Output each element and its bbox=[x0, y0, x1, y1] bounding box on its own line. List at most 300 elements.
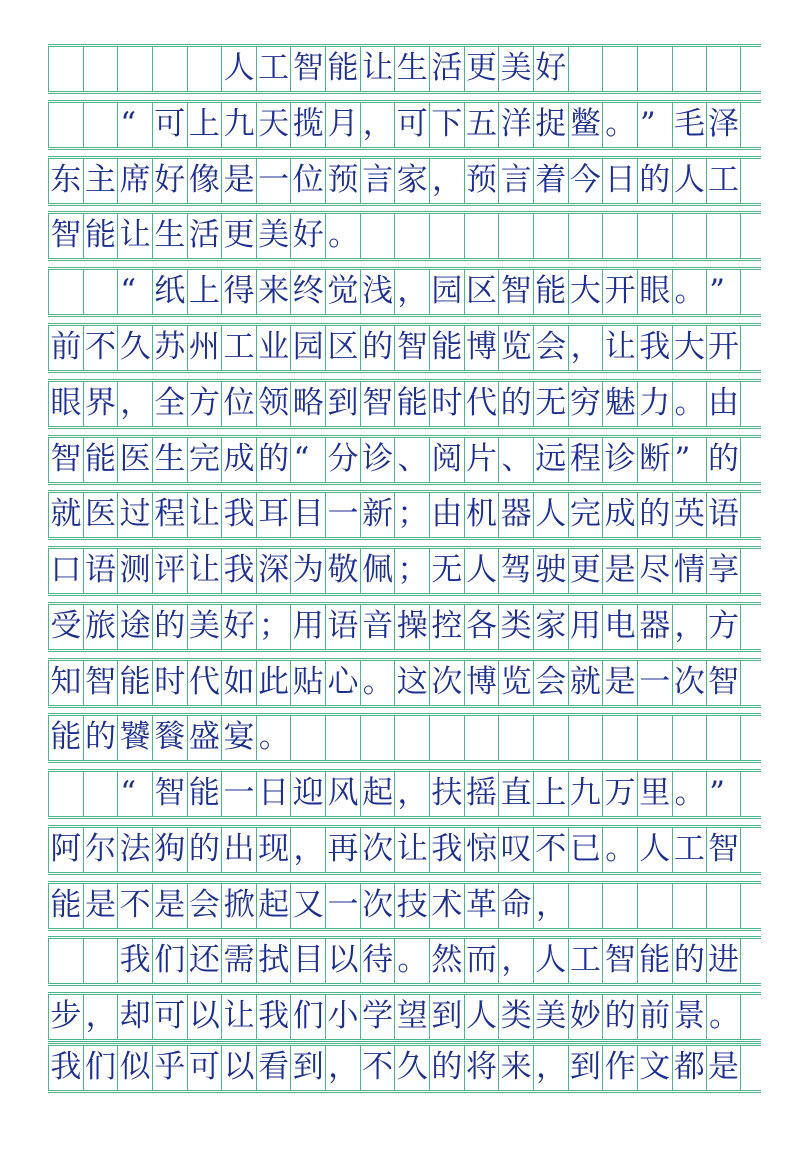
grid-row bbox=[48, 213, 761, 258]
grid-cell: 让 bbox=[360, 46, 395, 91]
grid-cell: 位 bbox=[290, 158, 325, 203]
grid-cell: ， bbox=[325, 1045, 360, 1090]
grid-cell: 更 bbox=[568, 548, 603, 593]
grid-cell: 人 bbox=[533, 492, 568, 537]
grid-cell: 里 bbox=[637, 771, 672, 816]
grid-cell bbox=[498, 213, 533, 258]
grid-cell: 终 bbox=[290, 269, 325, 314]
grid-cell: 全 bbox=[152, 381, 187, 426]
grid-cell: 的 bbox=[706, 437, 741, 482]
grid-cell: 深 bbox=[256, 548, 291, 593]
grid-cell: 眼 bbox=[48, 381, 83, 426]
grid-cell: 工 bbox=[568, 938, 603, 983]
grid-cell: 次 bbox=[672, 660, 707, 705]
grid-cell: 次 bbox=[360, 827, 395, 872]
grid-cell bbox=[360, 715, 395, 760]
grid-cell: 再 bbox=[325, 827, 360, 872]
grid-cell: 方 bbox=[187, 381, 222, 426]
grid-cell: 作 bbox=[602, 1045, 637, 1090]
grid-cell: 预 bbox=[464, 158, 499, 203]
grid-cell: 就 bbox=[48, 492, 83, 537]
grid-cell bbox=[117, 46, 152, 91]
grid-line bbox=[48, 323, 761, 324]
grid-cell: 命 bbox=[498, 883, 533, 928]
grid-line bbox=[48, 762, 761, 763]
grid-cell: 能 bbox=[48, 715, 83, 760]
grid-cell: 领 bbox=[256, 381, 291, 426]
grid-line bbox=[48, 651, 761, 652]
grid-line bbox=[48, 211, 761, 212]
grid-cell: 知 bbox=[48, 660, 83, 705]
grid-cell bbox=[706, 715, 741, 760]
grid-cell bbox=[464, 715, 499, 760]
grid-cell: 上 bbox=[533, 771, 568, 816]
grid-cell: 开 bbox=[706, 325, 741, 370]
grid-cell: 家 bbox=[533, 604, 568, 649]
grid-cell: 。 bbox=[256, 715, 291, 760]
grid-cell: 。 bbox=[672, 381, 707, 426]
grid-cell: 控 bbox=[429, 604, 464, 649]
grid-cell: 一 bbox=[325, 883, 360, 928]
grid-line bbox=[48, 370, 761, 371]
grid-cell: 让 bbox=[117, 213, 152, 258]
grid-cell bbox=[83, 269, 118, 314]
grid-cell: 盛 bbox=[187, 715, 222, 760]
grid-cell: 程 bbox=[152, 492, 187, 537]
grid-cell: 家 bbox=[394, 158, 429, 203]
grid-cell: 的 bbox=[256, 437, 291, 482]
grid-cell: 学 bbox=[360, 994, 395, 1039]
grid-cell: 不 bbox=[533, 827, 568, 872]
grid-cell: 的 bbox=[152, 604, 187, 649]
grid-cell: 着 bbox=[533, 158, 568, 203]
grid-cell: 断 bbox=[637, 437, 672, 482]
grid-cell: 的 bbox=[637, 158, 672, 203]
grid-cell: 工 bbox=[256, 46, 291, 91]
grid-cell: 活 bbox=[429, 46, 464, 91]
grid-cell: 阿 bbox=[48, 827, 83, 872]
grid-cell: 成 bbox=[602, 492, 637, 537]
grid-cell: 新 bbox=[360, 492, 395, 537]
grid-cell: 工 bbox=[672, 827, 707, 872]
grid-line bbox=[48, 537, 761, 538]
grid-cell: 智 bbox=[83, 660, 118, 705]
grid-cell: 到 bbox=[429, 994, 464, 1039]
grid-cell: 能 bbox=[187, 771, 222, 816]
grid-cell: 分 bbox=[325, 437, 360, 482]
grid-cell: 们 bbox=[290, 994, 325, 1039]
grid-cell: 乎 bbox=[152, 1045, 187, 1090]
grid-cell: 揽 bbox=[290, 102, 325, 147]
grid-line bbox=[48, 156, 761, 157]
grid-cell: 区 bbox=[464, 269, 499, 314]
grid-cell bbox=[637, 46, 672, 91]
grid-cell bbox=[637, 883, 672, 928]
grid-cell: 小 bbox=[325, 994, 360, 1039]
grid-cell: 需 bbox=[221, 938, 256, 983]
grid-cell: 生 bbox=[152, 213, 187, 258]
grid-cell: 们 bbox=[83, 1045, 118, 1090]
grid-cell: 的 bbox=[637, 492, 672, 537]
grid-cell: 不 bbox=[117, 883, 152, 928]
grid-cell bbox=[48, 938, 83, 983]
grid-row bbox=[48, 548, 761, 593]
grid-cell: 眼 bbox=[637, 269, 672, 314]
grid-cell: 九 bbox=[221, 102, 256, 147]
grid-cell: 医 bbox=[83, 492, 118, 537]
grid-cell: 人 bbox=[637, 827, 672, 872]
grid-cell: 成 bbox=[221, 437, 256, 482]
grid-cell: 的 bbox=[672, 938, 707, 983]
grid-cell: 月 bbox=[325, 102, 360, 147]
grid-cell: 们 bbox=[152, 938, 187, 983]
grid-cell: “ bbox=[117, 102, 152, 147]
grid-cell: 心 bbox=[325, 660, 360, 705]
grid-cell: 美 bbox=[498, 46, 533, 91]
grid-cell: 似 bbox=[117, 1045, 152, 1090]
grid-cell: 位 bbox=[221, 381, 256, 426]
grid-cell: 。 bbox=[672, 771, 707, 816]
grid-line bbox=[48, 426, 761, 427]
grid-cell: 狗 bbox=[152, 827, 187, 872]
grid-cell: 会 bbox=[533, 660, 568, 705]
grid-cell: ” bbox=[706, 771, 741, 816]
grid-cell: 前 bbox=[637, 994, 672, 1039]
grid-cell bbox=[429, 715, 464, 760]
grid-cell: 用 bbox=[568, 604, 603, 649]
grid-cell: 下 bbox=[429, 102, 464, 147]
grid-cell: 看 bbox=[256, 1045, 291, 1090]
grid-line bbox=[48, 649, 761, 650]
grid-cell: 过 bbox=[117, 492, 152, 537]
grid-cell bbox=[568, 883, 603, 928]
grid-cell: 都 bbox=[672, 1045, 707, 1090]
grid-cell: 类 bbox=[498, 604, 533, 649]
grid-cell: 久 bbox=[117, 325, 152, 370]
grid-line bbox=[48, 985, 761, 986]
grid-cell bbox=[637, 715, 672, 760]
grid-cell: 万 bbox=[602, 771, 637, 816]
grid-cell bbox=[152, 46, 187, 91]
grid-cell: 好 bbox=[290, 213, 325, 258]
grid-cell: 的 bbox=[429, 1045, 464, 1090]
grid-cell: 洋 bbox=[498, 102, 533, 147]
grid-cell: 美 bbox=[256, 213, 291, 258]
grid-cell: 语 bbox=[83, 548, 118, 593]
grid-cell: 医 bbox=[117, 437, 152, 482]
grid-cell: 今 bbox=[568, 158, 603, 203]
grid-cell: 革 bbox=[464, 883, 499, 928]
grid-cell: 却 bbox=[117, 994, 152, 1039]
grid-cell: 佩 bbox=[360, 548, 395, 593]
grid-cell: 时 bbox=[429, 381, 464, 426]
grid-line bbox=[48, 707, 761, 708]
grid-line bbox=[48, 546, 761, 547]
grid-line bbox=[48, 936, 761, 937]
grid-cell: 器 bbox=[498, 492, 533, 537]
grid-line bbox=[48, 769, 761, 770]
grid-cell: 时 bbox=[152, 660, 187, 705]
grid-cell: 到 bbox=[325, 381, 360, 426]
grid-cell: 语 bbox=[706, 492, 741, 537]
grid-cell: 。 bbox=[602, 827, 637, 872]
grid-cell: 我 bbox=[221, 492, 256, 537]
grid-cell: 各 bbox=[464, 604, 499, 649]
grid-cell bbox=[48, 771, 83, 816]
grid-cell: 界 bbox=[83, 381, 118, 426]
grid-cell: 人 bbox=[464, 994, 499, 1039]
grid-row bbox=[48, 102, 761, 147]
grid-cell: ， bbox=[394, 269, 429, 314]
grid-cell bbox=[83, 46, 118, 91]
grid-cell: ， bbox=[672, 604, 707, 649]
grid-cell: 出 bbox=[221, 827, 256, 872]
grid-cell: 又 bbox=[290, 883, 325, 928]
grid-cell: 能 bbox=[394, 381, 429, 426]
grid-cell: 诊 bbox=[602, 437, 637, 482]
grid-cell: 起 bbox=[256, 883, 291, 928]
grid-cell: 上 bbox=[187, 102, 222, 147]
grid-cell: 将 bbox=[464, 1045, 499, 1090]
grid-cell bbox=[637, 213, 672, 258]
grid-cell: 览 bbox=[498, 660, 533, 705]
grid-cell: 区 bbox=[325, 325, 360, 370]
grid-cell: ， bbox=[394, 771, 429, 816]
grid-cell: 是 bbox=[83, 883, 118, 928]
grid-cell: 人 bbox=[221, 46, 256, 91]
grid-cell: 到 bbox=[290, 1045, 325, 1090]
grid-line bbox=[48, 539, 761, 540]
grid-cell: 目 bbox=[290, 492, 325, 537]
grid-cell bbox=[187, 46, 222, 91]
grid-cell: 一 bbox=[221, 771, 256, 816]
grid-cell: 我 bbox=[637, 325, 672, 370]
grid-cell: 受 bbox=[48, 604, 83, 649]
grid-cell: 贴 bbox=[290, 660, 325, 705]
grid-cell: 享 bbox=[706, 548, 741, 593]
grid-cell: 代 bbox=[187, 660, 222, 705]
grid-cell: 五 bbox=[464, 102, 499, 147]
grid-cell: 以 bbox=[187, 994, 222, 1039]
grid-cell: 像 bbox=[187, 158, 222, 203]
grid-cell: 而 bbox=[464, 938, 499, 983]
grid-line bbox=[48, 435, 761, 436]
grid-cell bbox=[602, 883, 637, 928]
grid-line bbox=[48, 872, 761, 873]
grid-cell: 。 bbox=[672, 269, 707, 314]
grid-cell bbox=[568, 46, 603, 91]
grid-cell bbox=[568, 213, 603, 258]
grid-line bbox=[48, 760, 761, 761]
grid-cell: 捉 bbox=[533, 102, 568, 147]
grid-cell: 类 bbox=[498, 994, 533, 1039]
grid-cell: 我 bbox=[117, 938, 152, 983]
grid-cell: 目 bbox=[290, 938, 325, 983]
grid-cell: 可 bbox=[152, 994, 187, 1039]
grid-cell: 智 bbox=[602, 938, 637, 983]
grid-cell: 是 bbox=[602, 660, 637, 705]
grid-cell: 次 bbox=[429, 660, 464, 705]
grid-cell: 用 bbox=[290, 604, 325, 649]
grid-line bbox=[48, 983, 761, 984]
grid-cell: 博 bbox=[464, 325, 499, 370]
grid-cell: 言 bbox=[498, 158, 533, 203]
grid-cell bbox=[672, 883, 707, 928]
grid-cell: 智 bbox=[706, 827, 741, 872]
grid-cell: 能 bbox=[117, 660, 152, 705]
grid-cell: 州 bbox=[187, 325, 222, 370]
grid-cell: 可 bbox=[394, 102, 429, 147]
grid-cell bbox=[533, 715, 568, 760]
grid-cell: ， bbox=[83, 994, 118, 1039]
grid-cell: 魅 bbox=[602, 381, 637, 426]
grid-cell: 如 bbox=[221, 660, 256, 705]
grid-cell: 妙 bbox=[568, 994, 603, 1039]
grid-cell: 苏 bbox=[152, 325, 187, 370]
grid-cell: 浅 bbox=[360, 269, 395, 314]
grid-cell: 智 bbox=[394, 325, 429, 370]
grid-cell bbox=[360, 213, 395, 258]
grid-cell: ” bbox=[706, 269, 741, 314]
grid-cell: 略 bbox=[290, 381, 325, 426]
grid-cell: 更 bbox=[464, 46, 499, 91]
grid-cell: “ bbox=[117, 269, 152, 314]
grid-cell bbox=[464, 213, 499, 258]
grid-line bbox=[48, 595, 761, 596]
grid-cell: 更 bbox=[221, 213, 256, 258]
grid-cell: 智 bbox=[360, 381, 395, 426]
grid-cell: 景 bbox=[672, 994, 707, 1039]
grid-cell: 是 bbox=[152, 883, 187, 928]
grid-cell: 是 bbox=[221, 158, 256, 203]
grid-cell: 不 bbox=[83, 325, 118, 370]
grid-cell: 智 bbox=[48, 213, 83, 258]
grid-cell bbox=[429, 213, 464, 258]
grid-cell: 、 bbox=[394, 437, 429, 482]
grid-cell: 我 bbox=[429, 827, 464, 872]
grid-cell: 英 bbox=[672, 492, 707, 537]
grid-cell: 已 bbox=[568, 827, 603, 872]
grid-cell: 会 bbox=[533, 325, 568, 370]
grid-cell: 就 bbox=[568, 660, 603, 705]
grid-cell: 次 bbox=[360, 883, 395, 928]
grid-cell: 智 bbox=[48, 437, 83, 482]
grid-cell: 扶 bbox=[429, 771, 464, 816]
grid-cell bbox=[672, 715, 707, 760]
grid-cell: 以 bbox=[221, 1045, 256, 1090]
grid-cell: 的 bbox=[602, 994, 637, 1039]
grid-cell bbox=[706, 213, 741, 258]
grid-line bbox=[48, 658, 761, 659]
grid-cell: 是 bbox=[602, 548, 637, 593]
grid-cell: 一 bbox=[256, 158, 291, 203]
grid-cell: 生 bbox=[152, 437, 187, 482]
grid-cell: 人 bbox=[464, 548, 499, 593]
grid-cell: 为 bbox=[290, 548, 325, 593]
grid-cell: 然 bbox=[429, 938, 464, 983]
grid-cell bbox=[290, 715, 325, 760]
grid-cell bbox=[706, 883, 741, 928]
grid-cell: 能 bbox=[533, 269, 568, 314]
grid-cell: 语 bbox=[325, 604, 360, 649]
grid-line bbox=[48, 203, 761, 204]
grid-line bbox=[48, 484, 761, 485]
grid-cell: 拭 bbox=[256, 938, 291, 983]
grid-cell: 音 bbox=[360, 604, 395, 649]
grid-cell: 餮 bbox=[152, 715, 187, 760]
grid-cell: 九 bbox=[568, 771, 603, 816]
grid-cell: 穷 bbox=[568, 381, 603, 426]
grid-line bbox=[48, 258, 761, 259]
grid-cell: ” bbox=[637, 102, 672, 147]
grid-cell: 天 bbox=[256, 102, 291, 147]
grid-line bbox=[48, 44, 761, 45]
grid-cell: 掀 bbox=[221, 883, 256, 928]
grid-cell: 惊 bbox=[464, 827, 499, 872]
grid-line bbox=[48, 930, 761, 931]
grid-cell bbox=[325, 715, 360, 760]
grid-cell: 我 bbox=[221, 548, 256, 593]
grid-cell: ， bbox=[429, 158, 464, 203]
grid-cell: 园 bbox=[429, 269, 464, 314]
grid-cell: 。 bbox=[706, 994, 741, 1039]
grid-cell: ， bbox=[533, 1045, 568, 1090]
grid-line bbox=[48, 1092, 761, 1093]
grid-cell: 的 bbox=[83, 715, 118, 760]
grid-line bbox=[48, 91, 761, 92]
grid-cell: 。 bbox=[325, 213, 360, 258]
grid-cell: 是 bbox=[706, 1045, 741, 1090]
grid-line bbox=[48, 705, 761, 706]
grid-cell: 文 bbox=[637, 1045, 672, 1090]
grid-line bbox=[48, 1043, 761, 1044]
grid-cell: 。 bbox=[360, 660, 395, 705]
grid-row bbox=[48, 994, 761, 1039]
grid-row bbox=[48, 771, 761, 816]
grid-row bbox=[48, 604, 761, 649]
grid-cell: ； bbox=[256, 604, 291, 649]
grid-cell bbox=[48, 46, 83, 91]
grid-cell: 的 bbox=[360, 325, 395, 370]
grid-cell: 久 bbox=[394, 1045, 429, 1090]
grid-cell: ， bbox=[117, 381, 152, 426]
grid-line bbox=[48, 818, 761, 819]
grid-cell: 让 bbox=[221, 994, 256, 1039]
grid-cell: 一 bbox=[637, 660, 672, 705]
grid-cell: 机 bbox=[464, 492, 499, 537]
grid-cell: 尔 bbox=[83, 827, 118, 872]
grid-cell: ； bbox=[394, 492, 429, 537]
grid-cell: 电 bbox=[602, 604, 637, 649]
grid-row bbox=[48, 325, 761, 370]
grid-cell: 能 bbox=[429, 325, 464, 370]
grid-cell: 术 bbox=[429, 883, 464, 928]
grid-cell: 待 bbox=[360, 938, 395, 983]
grid-cell: 饕 bbox=[117, 715, 152, 760]
grid-cell: 评 bbox=[152, 548, 187, 593]
grid-cell: 览 bbox=[498, 325, 533, 370]
grid-line bbox=[48, 260, 761, 261]
grid-row bbox=[48, 269, 761, 314]
grid-cell: 业 bbox=[256, 325, 291, 370]
grid-cell: 智 bbox=[706, 660, 741, 705]
grid-cell: 能 bbox=[83, 213, 118, 258]
grid-cell: ， bbox=[498, 938, 533, 983]
grid-cell: 耳 bbox=[256, 492, 291, 537]
grid-cell bbox=[394, 213, 429, 258]
grid-cell: 情 bbox=[672, 548, 707, 593]
grid-cell: 。 bbox=[602, 102, 637, 147]
